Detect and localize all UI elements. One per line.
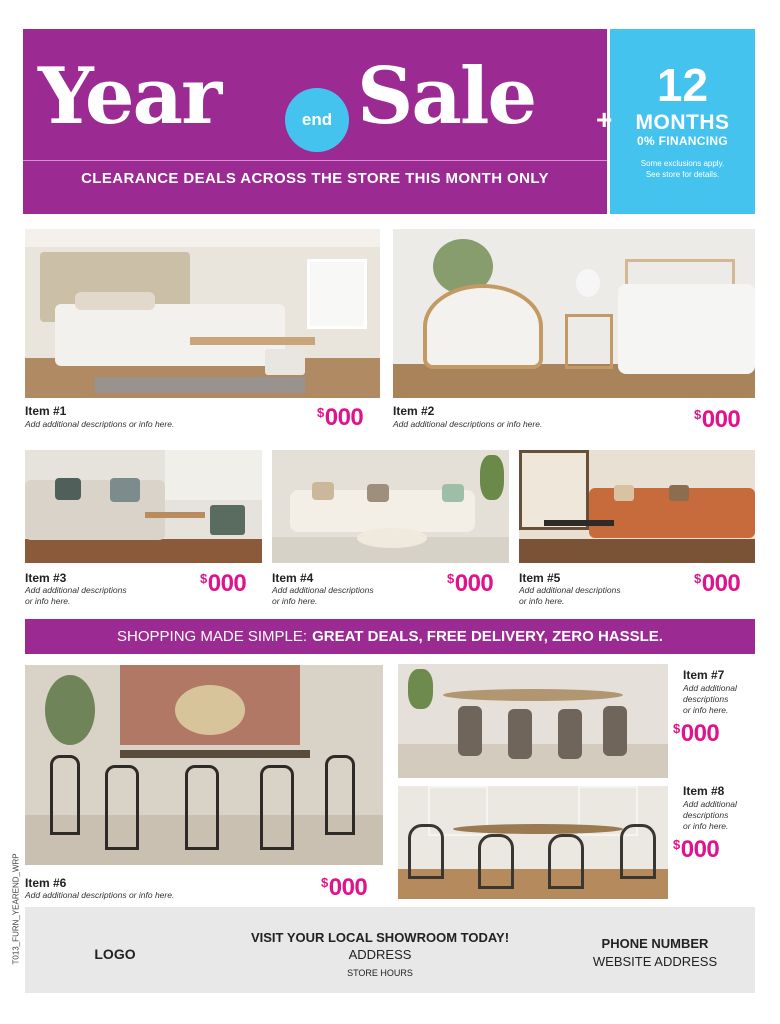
footer-website: WEBSITE ADDRESS (592, 954, 718, 969)
footer-hours: STORE HOURS (347, 968, 413, 978)
item-2-desc: Add additional descriptions or info here. (393, 419, 543, 429)
header-divider (23, 160, 607, 161)
item-4-price: $000 (447, 570, 494, 597)
item-2-name: Item #2 (393, 404, 435, 418)
item-3-price: $000 (200, 570, 247, 597)
financing-note (610, 158, 755, 180)
financing-rate: 0% FINANCING (637, 134, 728, 148)
title-year: Year (38, 51, 221, 142)
header-subtitle: CLEARANCE DEALS ACROSS THE STORE THIS MONTH ONLY (81, 170, 549, 187)
financing-note-line-2: See store for details. (645, 170, 720, 179)
banner-lead: SHOPPING MADE SIMPLE: (117, 628, 308, 645)
footer-logo: LOGO (94, 946, 136, 962)
item-1-price: $000 (317, 404, 364, 431)
item-8-price: $000 (673, 836, 720, 863)
title-end-badge: end (285, 88, 349, 152)
item-3-desc: Add additional descriptions or info here. (25, 585, 127, 606)
item-5-name: Item #5 (519, 571, 561, 585)
item-3-name: Item #3 (25, 571, 67, 585)
white-sofa-photo (272, 450, 509, 563)
item-8-desc: Add additional descriptions or info here. (683, 799, 737, 831)
template-code: T013_FURN_YEAREND_WRP (11, 853, 21, 965)
item-8-name: Item #8 (683, 784, 725, 798)
item-6-price: $000 (321, 874, 368, 901)
footer-visit: VISIT YOUR LOCAL SHOWROOM TODAY! (250, 930, 510, 945)
round-dining-photo (398, 786, 668, 899)
item-4-desc: Add additional descriptions or info here. (272, 585, 374, 606)
item-7-desc: Add additional descriptions or info here. (683, 683, 737, 715)
sectional-sofa-photo (25, 450, 262, 563)
financing-months: MONTHS (635, 111, 730, 134)
banner-bold: GREAT DEALS, FREE DELIVERY, ZERO HASSLE. (312, 628, 663, 645)
financing-number: 12 (656, 59, 709, 111)
title-sale: Sale (357, 51, 536, 142)
promo-banner (25, 619, 755, 654)
footer-phone: PHONE NUMBER (601, 936, 709, 951)
plus-sign: + (596, 104, 613, 135)
item-1-desc: Add additional descriptions or info here. (25, 419, 175, 429)
dining-table-photo (398, 664, 668, 778)
orange-sofa-photo (519, 450, 755, 563)
bedroom-photo (25, 229, 380, 398)
item-6-name: Item #6 (25, 876, 67, 890)
item-7-name: Item #7 (683, 668, 725, 682)
footer-address: ADDRESS (348, 947, 412, 962)
bedroom-chair-photo (393, 229, 755, 398)
item-5-price: $000 (694, 570, 741, 597)
item-1-name: Item #1 (25, 404, 67, 418)
item-7-price: $000 (673, 720, 720, 747)
financing-note-line-1: Some exclusions apply. (640, 159, 725, 168)
dining-set-photo (25, 665, 383, 865)
item-4-name: Item #4 (272, 571, 314, 585)
item-6-desc: Add additional descriptions or info here. (25, 890, 175, 900)
item-2-price: $000 (694, 406, 741, 433)
item-5-desc: Add additional descriptions or info here. (519, 585, 621, 606)
